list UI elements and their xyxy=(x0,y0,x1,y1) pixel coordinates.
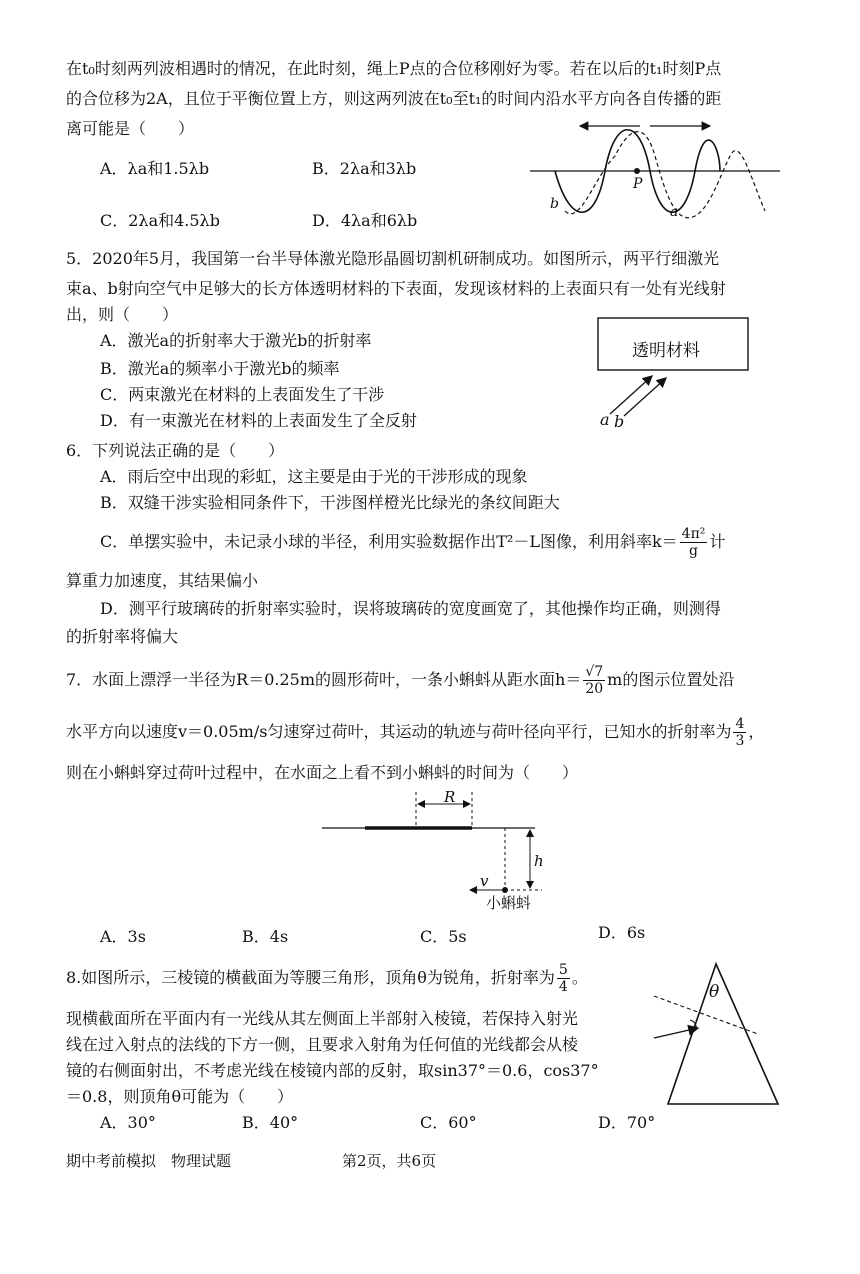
q5-option-d: D．有一束激光在材料的上表面发生了全反射 xyxy=(100,411,417,430)
q4-line2: 的合位移为2A，且位于平衡位置上方，则这两列波在t₀至t₁的时间内沿水平方向各自传播的距 xyxy=(66,89,722,108)
q4-point-p-label: P xyxy=(633,176,643,192)
q8-line1-text: 8.如图所示，三棱镜的横截面为等腰三角形，顶角θ为锐角，折射率为 xyxy=(66,968,555,987)
q8-option-a: A．30° xyxy=(100,1113,156,1132)
q8-apex-angle-label: θ xyxy=(709,982,720,1002)
q7-option-a: A．3s xyxy=(100,927,146,946)
q4-option-c: C．2λa和4.5λb xyxy=(100,211,220,230)
q5-line2: 束a、b射向空气中足够大的长方体透明材料的下表面，发现该材料的上表面只有一处有光线射 xyxy=(66,279,726,298)
q7-line2 xyxy=(66,716,764,749)
q5-beam-b-label: b xyxy=(614,412,625,431)
q5-option-b: B．激光a的频率小于激光b的频率 xyxy=(100,359,340,378)
q7-option-d: D．6s xyxy=(598,923,646,942)
q6-option-d-cont: 的折射率将偏大 xyxy=(66,627,179,646)
q6-line1: 6．下列说法正确的是（ ） xyxy=(66,441,285,460)
q7-line1 xyxy=(66,664,734,697)
q8-n-fraction: $\frac{5}{4}$ xyxy=(558,962,568,995)
q6-option-a: A．雨后空中出现的彩虹，这主要是由于光的干涉形成的现象 xyxy=(100,467,528,486)
q5-material-figure xyxy=(590,316,760,426)
q5-option-a: A．激光a的折射率大于激光b的折射率 xyxy=(100,331,372,350)
q8-option-b: B．40° xyxy=(242,1113,299,1132)
q8-line4: 镜的右侧面射出，不考虑光线在棱镜内部的反射，取sin37°＝0.6，cos37° xyxy=(66,1061,599,1080)
q5-option-c: C．两束激光在材料的上表面发生了干涉 xyxy=(100,385,385,404)
q7-line2-text: 水平方向以速度v＝0.05m/s匀速穿过荷叶，其运动的轨迹与荷叶径向平行，已知水的折射率为 xyxy=(66,722,732,741)
q7-tadpole-label: 小蝌蚪 xyxy=(486,894,532,912)
q6-option-d: D．测平行玻璃砖的折射率实验时，误将玻璃砖的宽度画宽了，其他操作均正确，则测得 xyxy=(100,599,721,618)
q4-wave-a-label: a xyxy=(670,204,679,220)
q8-option-d: D．70° xyxy=(598,1113,656,1132)
q5-material-label: 透明材料 xyxy=(632,341,700,361)
q7-depth-label: h xyxy=(534,852,544,870)
q7-n-fraction: $\frac{4}{3}$ xyxy=(735,716,745,749)
q8-line1 xyxy=(66,962,588,995)
q4-option-b: B．2λa和3λb xyxy=(312,159,417,178)
q5-beam-a-label: a xyxy=(600,410,610,429)
footer-exam-title: 期中考前模拟 物理试题 xyxy=(66,1152,232,1170)
q7-radius-label: R xyxy=(444,788,456,806)
q8-option-c: C．60° xyxy=(420,1113,477,1132)
q7-line1-text: 7．水面上漂浮一半径为R＝0.25m的圆形荷叶，一条小蝌蚪从距水面h＝ xyxy=(66,670,582,689)
q4-option-d: D．4λa和6λb xyxy=(312,211,418,230)
q8-line2: 现横截面所在平面内有一光线从其左侧面上半部射入棱镜，若保持入射光 xyxy=(66,1009,579,1028)
q6-option-b: B．双缝干涉实验相同条件下，干涉图样橙光比绿光的条纹间距大 xyxy=(100,493,560,512)
q6-option-c xyxy=(100,526,725,559)
q7-option-b: B．4s xyxy=(242,927,289,946)
q6-option-c-tail: 计 xyxy=(709,532,726,551)
q5-line3: 出，则（ ） xyxy=(66,305,179,324)
q4-line3: 离可能是（ ） xyxy=(66,119,195,138)
q6-slope-fraction: $\frac{\text{4π²}}{g}$ xyxy=(681,526,706,559)
footer-page-number: 第2页，共6页 xyxy=(342,1152,437,1170)
q7-line3: 则在小蝌蚪穿过荷叶过程中，在水面之上看不到小蝌蚪的时间为（ ） xyxy=(66,763,579,782)
q5-line1: 5．2020年5月，我国第一台半导体激光隐形晶圆切割机研制成功。如图所示，两平行细激光 xyxy=(66,249,720,268)
q8-line5: ＝0.8，则顶角θ可能为（ ） xyxy=(66,1087,294,1106)
q4-option-a: A．λa和1.5λb xyxy=(100,159,210,178)
q8-line1-tail: 。 xyxy=(571,968,588,987)
q7-line1-tail: m的图示位置处沿 xyxy=(607,670,735,689)
q6-option-c-cont: 算重力加速度，其结果偏小 xyxy=(66,571,259,590)
q7-option-c: C．5s xyxy=(420,927,467,946)
q4-wave-b-label: b xyxy=(550,196,559,212)
q8-line3: 线在过入射点的法线的下方一侧，且要求入射角为任何值的光线都会从棱 xyxy=(66,1035,579,1054)
q4-wave-figure xyxy=(525,116,785,226)
q7-line2-tail: ， xyxy=(748,722,765,741)
q6-option-c-text: C．单摆实验中，未记录小球的半径，利用实验数据作出T²－L图像，利用斜率k＝ xyxy=(100,532,678,551)
q7-h-fraction: $\frac{√7}{20}$ xyxy=(585,664,604,697)
q4-line1: 在t₀时刻两列波相遇时的情况，在此时刻，绳上P点的合位移刚好为零。若在以后的t₁时刻P点 xyxy=(66,59,722,78)
q7-velocity-label: v xyxy=(480,872,489,890)
